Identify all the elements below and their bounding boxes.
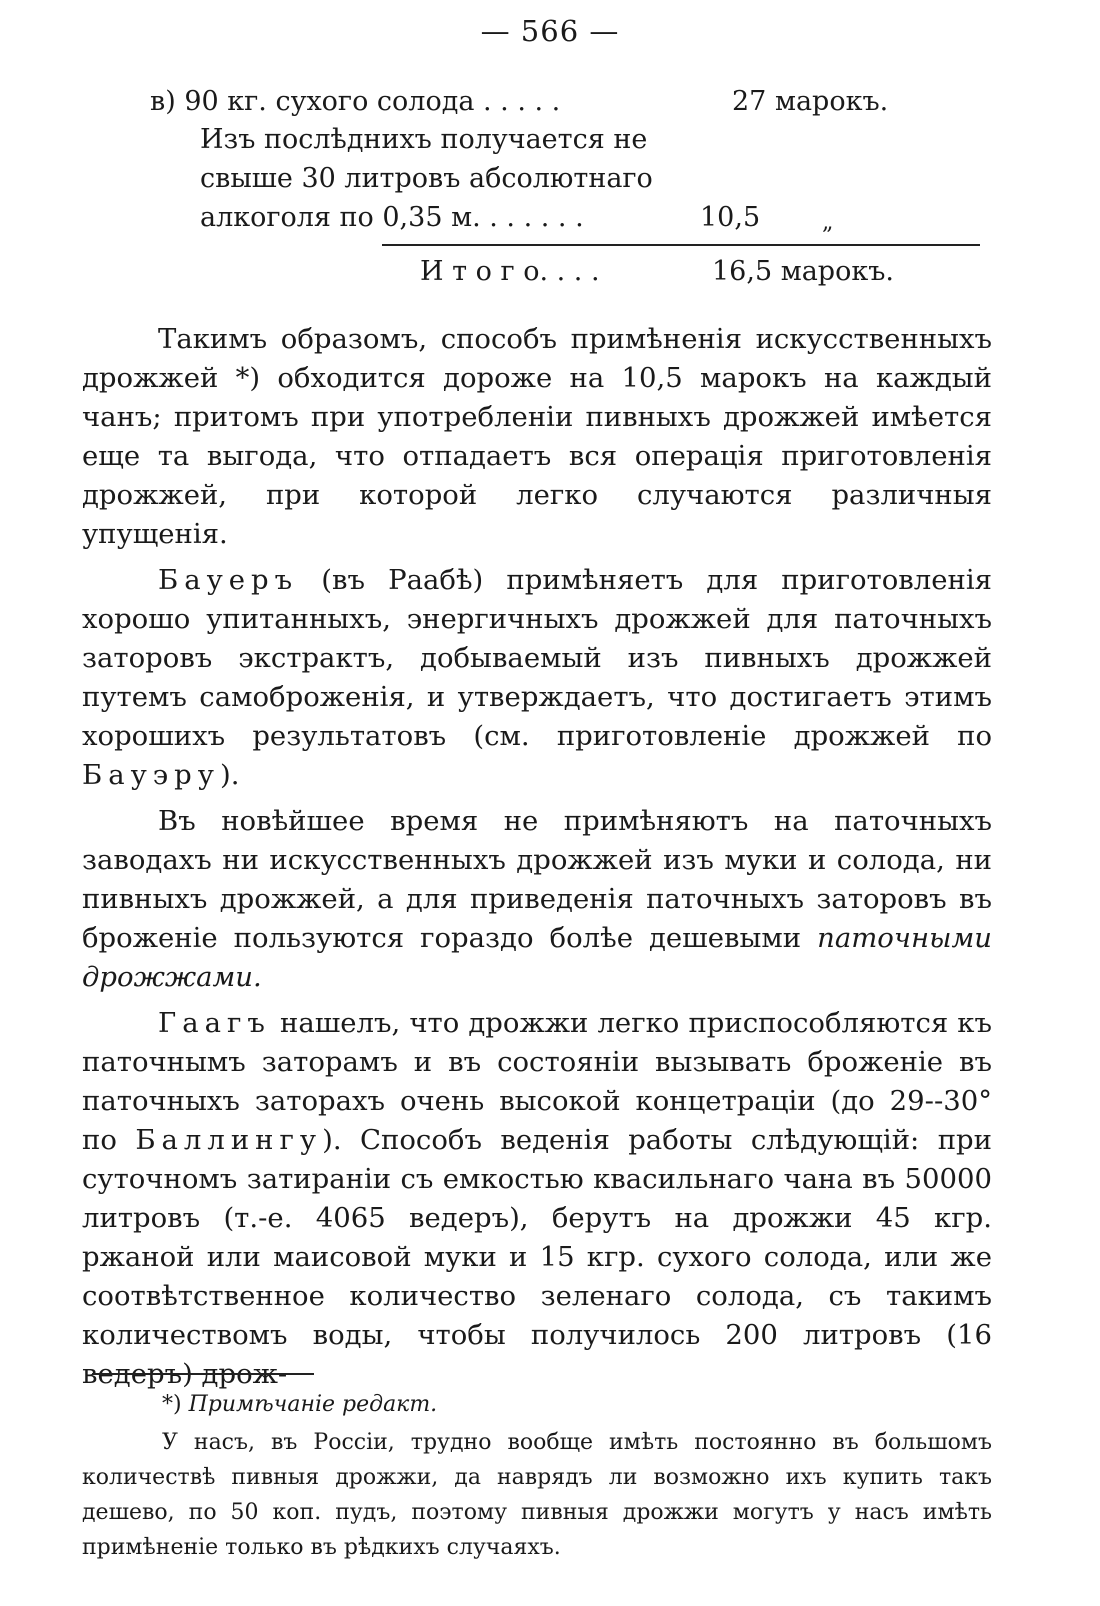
paragraph-2 bbox=[82, 561, 992, 795]
footnote-separator bbox=[92, 1373, 314, 1375]
paragraph-4-text-2: ). Способъ веденія работы слѣдующій: при суточномъ затираніи съ емкостью квасильнаго чана въ 50000 литровъ (т.-е. 4065 ведеръ), берутъ на дрожжи 45 кгр. ржаной или маисовой муки и 15 кгр. сухого солода, или же соотвѣтственное количество зеленаго солода, съ такимъ количествомъ воды, чтобы получилось 200 литровъ (16 ведеръ) дрож- bbox=[82, 1124, 992, 1390]
calc-line-1-amount: 27 марокъ. bbox=[732, 86, 889, 117]
calc-line-4-amount: 10,5 bbox=[700, 202, 761, 233]
footnote-text: У насъ, въ Россіи, трудно вообще имѣть постоянно въ большомъ количествѣ пивныя дрожжи, да наврядъ ли возможно ихъ купить такъ дешево, по 50 коп. пудъ, поэтому пивныя дрожжи могутъ у насъ имѣть примѣненіе только въ рѣдкихъ случаяхъ. bbox=[82, 1430, 992, 1560]
main-text bbox=[82, 320, 992, 1401]
calc-line-3: свыше 30 литровъ абсолютнаго bbox=[200, 163, 653, 194]
footnote-title: Примѣчаніе редакт. bbox=[188, 1392, 438, 1417]
footnote-marker: *) bbox=[162, 1392, 182, 1417]
person-name-haag: Гаагъ bbox=[158, 1007, 271, 1039]
paragraph-2-text: (въ Раабѣ) примѣняетъ для приготовленія хорошо упитанныхъ, энергичныхъ дрожжей для паточныхъ заторовъ экстрактъ, добываемый изъ пивныхъ дрожжей путемъ самоброженія, и утверждаетъ, что достигаетъ этимъ хорошихъ результатовъ (см. приготовленіе дрожжей по bbox=[82, 564, 992, 752]
emphasis-molasses-yeast: паточными дрожжами. bbox=[82, 922, 992, 993]
paragraph-4-text-1: нашелъ, что дрожжи легко приспособляются къ паточнымъ заторамъ и въ состояніи вызывать броженіе въ паточныхъ заторахъ очень высокой концетраціи (до 29--30° по bbox=[82, 1007, 992, 1156]
sum-rule bbox=[382, 244, 980, 246]
paragraph-1: Такимъ образомъ, способъ примѣненія искусственныхъ дрожжей *) обходится дороже на 10,5 марокъ на каждый чанъ; притомъ при употребленіи пивныхъ дрожжей имѣется еще та выгода, что отпадаетъ вся операція приготовленія дрожжей, при которой легко случаются различныя упущенія. bbox=[82, 323, 992, 550]
paragraph-4 bbox=[82, 1004, 992, 1394]
footnote bbox=[82, 1387, 992, 1565]
calc-line-2: Изъ послѣднихъ получается не bbox=[200, 124, 648, 155]
total-label: И т о г о. . . . bbox=[420, 256, 600, 287]
page-number: — 566 — bbox=[480, 14, 620, 48]
calc-line-1-label: в) 90 кг. сухого солода . . . . . bbox=[150, 86, 561, 117]
ditto-mark: „ bbox=[822, 210, 834, 235]
person-name-bauer: Бауеръ bbox=[158, 564, 299, 596]
total-amount: 16,5 марокъ. bbox=[712, 256, 894, 287]
reference-balling: Баллингу bbox=[135, 1124, 323, 1156]
footnote-heading bbox=[82, 1387, 992, 1422]
paragraph-3 bbox=[82, 802, 992, 997]
reference-bauer: Бауэру bbox=[82, 759, 220, 791]
calc-line-4-label: алкоголя по 0,35 м. . . . . . . bbox=[200, 202, 584, 233]
paragraph-3-text: Въ новѣйшее время не примѣняютъ на паточныхъ заводахъ ни искусственныхъ дрожжей изъ муки и солода, ни пивныхъ дрожжей, а для приведенія паточныхъ заторовъ въ броженіе пользуются гораздо болѣе дешевыми bbox=[82, 805, 992, 954]
paragraph-2-end: ). bbox=[219, 759, 240, 791]
